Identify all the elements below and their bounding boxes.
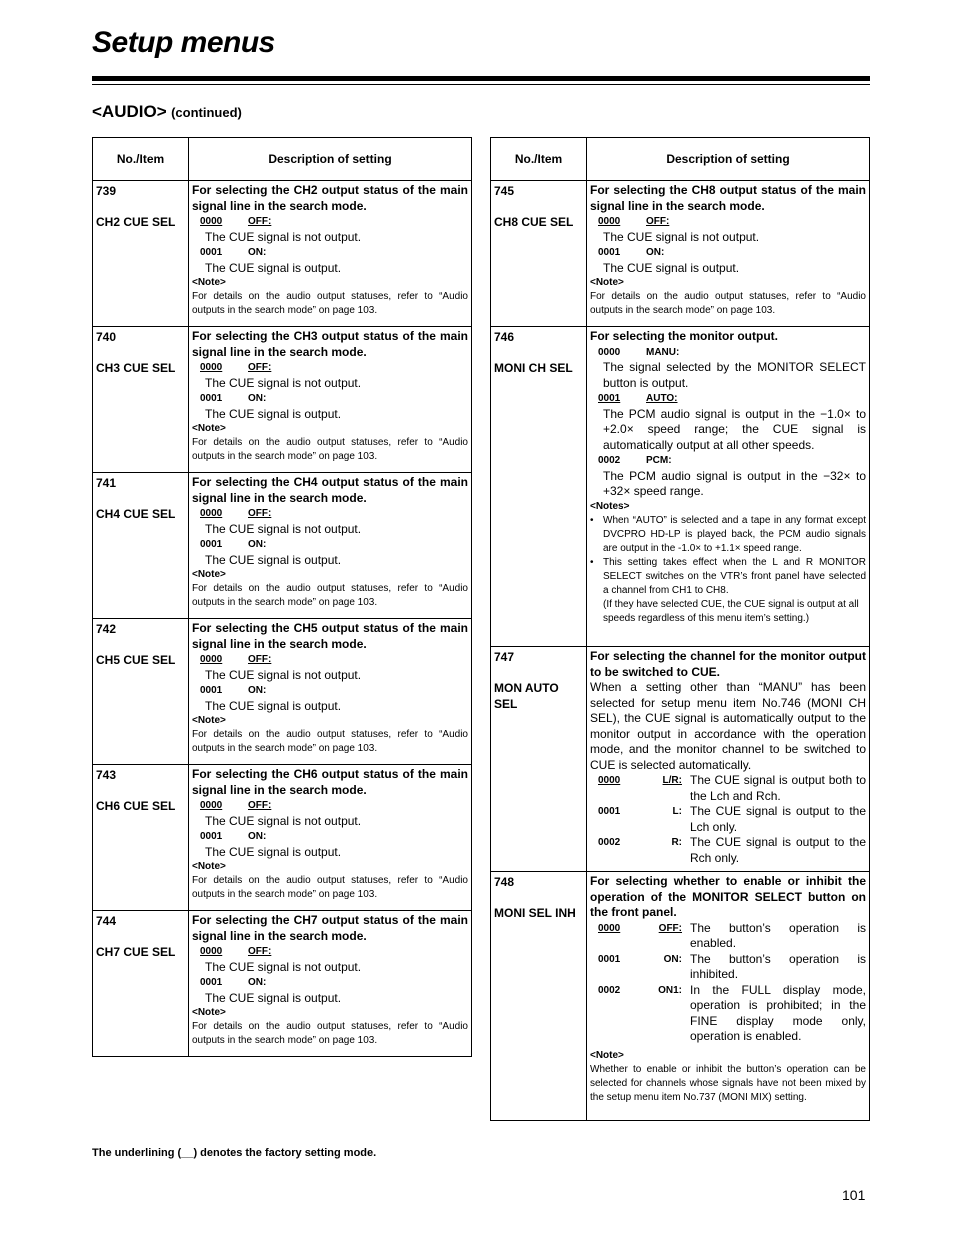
table-row [93,327,472,473]
header-description: Description of setting [587,138,870,181]
option-lr [590,773,866,804]
table-row [93,181,472,327]
option-description: The CUE signal is not output. [205,959,362,974]
description-cell [189,181,472,327]
note-text: For details on the audio output statuses, refer to “Audio outputs in the search mode” on page 103. [192,729,468,754]
description-cell [189,473,472,619]
description-title: For selecting the CH4 output status of the main signal line in the search mode. [192,475,468,505]
option-code: 0000 [598,775,621,786]
item-name: CH4 CUE SEL [96,507,176,521]
item-number-cell [93,327,189,473]
title-rule-thin [92,84,870,85]
description-title: For selecting the channel for the monitor output to be switched to CUE. [590,649,866,679]
option-description: The CUE signal is output to the Lch only. [690,804,866,834]
option-description: The PCM audio signal is output in the −1.0× to +2.0× speed range; the CUE signal is automatically output at all other speeds. [603,406,866,452]
option-off [192,798,468,814]
item-number: 741 [96,476,117,490]
option-label: OFF: [248,362,272,373]
option-on [590,245,866,261]
right-menu-table [490,137,870,1121]
note-label: <Note> [590,1049,624,1061]
option-on [192,683,468,699]
table-row [491,647,870,872]
item-number-cell [491,327,587,647]
item-number: 746 [494,330,515,344]
description-title: For selecting whether to enable or inhibit the operation of the MONITOR SELECT button on the front panel. [590,874,866,919]
header-no-item: No./Item [93,138,189,181]
option-on [192,391,468,407]
option-label: ON: [248,393,267,404]
option-label: ON: [248,247,267,258]
table-row [491,181,870,327]
option-label: ON: [248,539,267,550]
option-off [590,921,866,952]
notes-label: <Notes> [590,500,630,512]
table-row [93,619,472,765]
option-code: 0001 [598,393,621,404]
note-item [590,556,866,598]
description-cell [587,647,870,872]
option-code: 0001 [200,685,223,696]
option-description: The CUE signal is not output. [205,375,362,390]
option-on [192,829,468,845]
description-title: For selecting the CH5 output status of the main signal line in the search mode. [192,621,468,651]
option-code: 0002 [598,837,621,848]
description-title: For selecting the CH8 output status of the main signal line in the search mode. [590,183,866,213]
option-label: OFF: [248,216,272,227]
header-no-item: No./Item [491,138,587,181]
table-row [491,872,870,1121]
description-title: For selecting the CH6 output status of the main signal line in the search mode. [192,767,468,797]
option-code: 0001 [598,953,621,965]
option-on1 [590,983,866,1045]
option-description: The CUE signal is not output. [603,229,760,244]
option-l [590,804,866,835]
option-description: The PCM audio signal is output in the −32× to +32× speed range. [603,468,866,498]
description-cell [189,765,472,911]
option-description: The button’s operation is enabled. [690,920,866,950]
note-text: Whether to enable or inhibit the button’s operation can be selected for channels whose signals have not been mixed by the setup menu item No.737 (MONI MIX) setting. [590,1063,866,1103]
note-label: <Note> [192,715,226,726]
option-label: OFF: [248,654,272,665]
option-code: 0001 [598,806,621,817]
option-auto [590,391,866,407]
option-label: ON: [663,953,682,965]
note-text: For details on the audio output statuses, refer to “Audio outputs in the search mode” on page 103. [192,875,468,900]
note-label: <Note> [192,569,226,580]
option-code: 0001 [200,831,223,842]
item-number: 739 [96,184,117,198]
note-label: <Note> [192,861,226,872]
option-r [590,835,866,866]
option-code: 0000 [598,922,621,934]
description-title: For selecting the monitor output. [590,329,778,343]
option-description: The CUE signal is output both to the Lch and Rch. [690,773,866,803]
option-code: 0000 [200,800,223,811]
option-description: The CUE signal is not output. [205,521,362,536]
option-description: The CUE signal is not output. [205,813,362,828]
description-title: For selecting the CH3 output status of the main signal line in the search mode. [192,329,468,359]
title-rule [92,76,870,81]
option-code: 0001 [200,247,223,258]
item-number-cell [491,181,587,327]
item-name: CH5 CUE SEL [96,653,176,667]
item-number-cell [93,765,189,911]
item-number: 742 [96,622,117,636]
option-off [192,360,468,376]
note-label: <Note> [192,423,226,434]
note-text: For details on the audio output statuses, refer to “Audio outputs in the search mode” on page 103. [192,437,468,462]
table-row [93,765,472,911]
left-menu-table [92,137,472,1057]
item-number: 748 [494,875,515,889]
item-name: MON AUTO SEL [494,681,559,711]
option-code: 0000 [598,216,621,227]
option-label: AUTO: [646,393,678,404]
option-label: OFF: [248,946,272,957]
table-header [491,138,870,181]
page-title: Setup menus [92,26,275,59]
note-text: For details on the audio output statuses, refer to “Audio outputs in the search mode” on page 103. [192,1021,468,1046]
item-name: CH7 CUE SEL [96,945,176,959]
item-number: 747 [494,650,515,664]
option-pcm [590,453,866,469]
option-label: L: [672,806,682,817]
option-description: In the FULL display mode, operation is prohibited; in the FINE display mode only, operation is enabled. [690,982,866,1043]
option-description: The signal selected by the MONITOR SELECT button is output. [603,360,866,390]
item-number: 740 [96,330,117,344]
item-number-cell [93,911,189,1057]
item-name: CH6 CUE SEL [96,799,176,813]
option-code: 0000 [598,346,621,358]
section-heading [92,102,242,122]
option-label: OFF: [248,508,272,519]
option-description: The button’s operation is inhibited. [690,951,866,981]
item-number-cell [93,181,189,327]
item-number: 743 [96,768,117,782]
table-row [491,327,870,647]
note-label: <Note> [192,277,226,288]
option-off [192,506,468,522]
note-text: For details on the audio output statuses, refer to “Audio outputs in the search mode” on page 103. [590,291,866,316]
item-number: 745 [494,184,515,198]
option-on [192,245,468,261]
item-number-cell [93,473,189,619]
item-name: MONI CH SEL [494,361,573,375]
option-on [590,952,866,983]
item-name: CH3 CUE SEL [96,361,176,375]
section-title: <AUDIO> [92,102,167,121]
option-description: The CUE signal is output. [205,552,342,567]
option-off [192,214,468,230]
note-item-text: When “AUTO” is selected and a tape in any format except DVCPRO HD-LP is played back, the PCM audio signals are output in the -1.0× to +1.1× speed range. [603,514,866,554]
option-on [192,537,468,553]
item-name: CH2 CUE SEL [96,215,176,229]
option-description: The CUE signal is output to the Rch only. [690,835,866,865]
description-title: For selecting the CH7 output status of the main signal line in the search mode. [192,913,468,943]
option-code: 0000 [200,362,223,373]
description-cell [587,872,870,1121]
option-code: 0001 [200,539,223,550]
note-label: <Note> [590,277,624,288]
option-description: The CUE signal is output. [205,260,342,275]
option-code: 0001 [598,247,621,258]
item-number-cell [491,872,587,1121]
description-cell [189,327,472,473]
note-item [590,514,866,556]
page-number: 101 [842,1187,866,1203]
item-number-cell [491,647,587,872]
option-label: ON: [248,977,267,988]
option-label: PCM: [646,455,672,466]
item-number: 744 [96,914,117,928]
option-description: The CUE signal is not output. [205,667,362,682]
option-label: OFF: [646,216,670,227]
option-label: OFF: [248,800,272,811]
option-code: 0000 [200,946,223,957]
note-text: For details on the audio output statuses, refer to “Audio outputs in the search mode” on page 103. [192,583,468,608]
option-label: L/R: [662,775,682,786]
item-name: MONI SEL INH [494,906,576,920]
description-cell [189,619,472,765]
option-label: ON: [248,685,267,696]
option-code: 0002 [598,984,621,996]
option-off [590,214,866,230]
option-label: MANU: [646,346,680,358]
option-description: The CUE signal is output. [205,406,342,421]
option-code: 0000 [200,216,223,227]
option-description: The CUE signal is output. [205,990,342,1005]
item-name: CH8 CUE SEL [494,215,574,229]
section-suffix: (continued) [171,105,242,120]
option-description: The CUE signal is not output. [205,229,362,244]
option-code: 0002 [598,455,621,466]
option-label: ON: [248,831,267,842]
option-label: R: [671,837,682,848]
option-code: 0001 [200,977,223,988]
table-header [93,138,472,181]
note-sub-text: (If they have selected CUE, the CUE signal is output at all speeds regardless of this menu item’s setting.) [603,598,859,624]
note-text: For details on the audio output statuses, refer to “Audio outputs in the search mode” on page 103. [192,291,468,316]
option-code: 0000 [200,654,223,665]
option-off [192,944,468,960]
option-manu [590,345,866,361]
option-off [192,652,468,668]
bullet-icon: • [590,556,594,568]
note-item-text: This setting takes effect when the L and R MONITOR SELECT switches on the VTR’s front panel have selected a channel from CH1 to CH8. [603,556,866,596]
option-code: 0001 [200,393,223,404]
option-code: 0000 [200,508,223,519]
option-label: ON: [646,247,665,258]
bullet-icon: • [590,514,594,526]
option-on [192,975,468,991]
item-number-cell [93,619,189,765]
option-label: ON1: [658,984,682,996]
table-row [93,473,472,619]
description-cell [587,181,870,327]
option-description: The CUE signal is output. [603,260,740,275]
description-cell [587,327,870,647]
description-cell [189,911,472,1057]
header-description: Description of setting [189,138,472,181]
option-description: The CUE signal is output. [205,698,342,713]
option-description: The CUE signal is output. [205,844,342,859]
table-row [93,911,472,1057]
footer-note: The underlining (__) denotes the factory setting mode. [92,1147,377,1159]
description-text: When a setting other than “MANU” has been selected for setup menu item No.746 (MONI CH SEL), the CUE signal is automatically output to the monitor output in accordance with the operation mode, and the monitor channel to be switched to CUE is selected automatically. [590,680,866,772]
option-label: OFF: [658,922,682,934]
description-title: For selecting the CH2 output status of the main signal line in the search mode. [192,183,468,213]
note-label: <Note> [192,1007,226,1018]
